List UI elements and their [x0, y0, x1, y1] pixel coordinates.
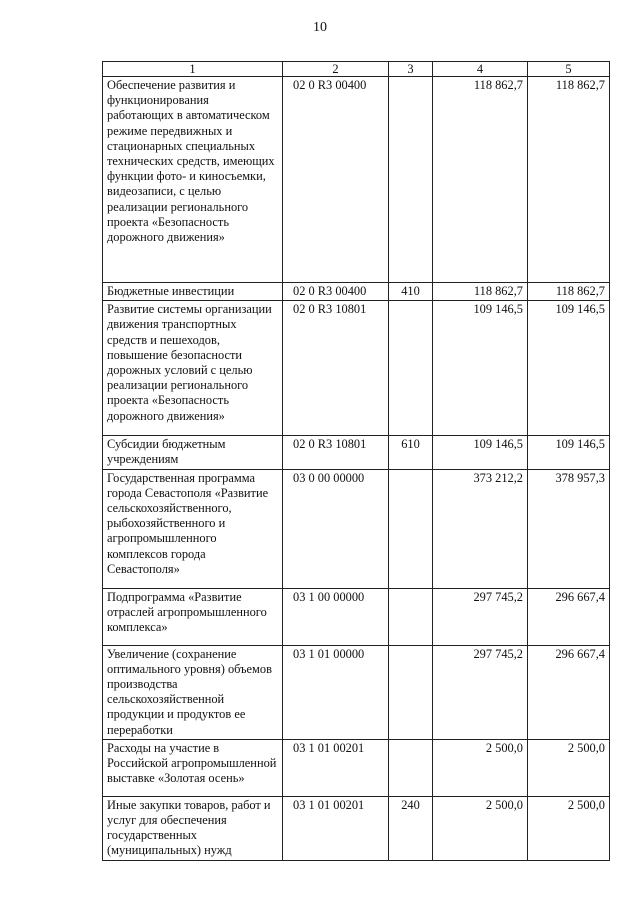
name-cell: Субсидии бюджетным учреждениям: [103, 436, 283, 469]
code-cell: 02 0 R3 00400: [283, 77, 389, 283]
column-header-1: 1: [103, 62, 283, 77]
amount-year1-cell: 109 146,5: [433, 436, 528, 469]
amount-year1-cell: 118 862,7: [433, 283, 528, 301]
name-cell: Обеспечение развития и функционирования работающих в автоматическом режиме передвижных и стационарных специальных технических средств, имеющих функции фото- и киносъемки, видеозаписи, с целью реализации регионального проекта «Безопасность дорожного движения»: [103, 77, 283, 283]
amount-year1-cell: 109 146,5: [433, 301, 528, 436]
column-header-3: 3: [389, 62, 433, 77]
name-cell: Увеличение (сохранение оптимального уровня) объемов производства сельскохозяйственной продукции и продуктов ее переработки: [103, 645, 283, 739]
amount-year1-cell: 373 212,2: [433, 469, 528, 588]
name-cell: Иные закупки товаров, работ и услуг для обеспечения государственных (муниципальных) нужд: [103, 796, 283, 860]
table-header-row: [103, 62, 610, 77]
amount-year1-cell: 118 862,7: [433, 77, 528, 283]
code-cell: 03 1 00 00000: [283, 588, 389, 645]
amount-year2-cell: 378 957,3: [528, 469, 610, 588]
amount-year2-cell: 2 500,0: [528, 739, 610, 796]
kvr-cell: [389, 645, 433, 739]
name-cell: Расходы на участие в Российской агропромышленной выставке «Золотая осень»: [103, 739, 283, 796]
kvr-cell: 240: [389, 796, 433, 860]
code-cell: 03 1 01 00000: [283, 645, 389, 739]
column-header-5: 5: [528, 62, 610, 77]
kvr-cell: [389, 739, 433, 796]
kvr-cell: 610: [389, 436, 433, 469]
kvr-cell: [389, 77, 433, 283]
amount-year1-cell: 297 745,2: [433, 588, 528, 645]
name-cell: Государственная программа города Севастополя «Развитие сельскохозяйственного, рыбохозяйственного и агропромышленного комплексов города Севастополя»: [103, 469, 283, 588]
table-row: [103, 283, 610, 301]
table-row: [103, 77, 610, 283]
amount-year2-cell: 296 667,4: [528, 588, 610, 645]
column-header-4: 4: [433, 62, 528, 77]
table-row: [103, 436, 610, 469]
page-number: 10: [313, 20, 327, 35]
table-row: [103, 739, 610, 796]
amount-year2-cell: 2 500,0: [528, 796, 610, 860]
amount-year2-cell: 109 146,5: [528, 301, 610, 436]
code-cell: 03 1 01 00201: [283, 796, 389, 860]
table-row: [103, 645, 610, 739]
amount-year2-cell: 118 862,7: [528, 283, 610, 301]
code-cell: 02 0 R3 10801: [283, 436, 389, 469]
name-cell: Развитие системы организации движения транспортных средств и пешеходов, повышение безопасности дорожных условий с целью реализации регионального проекта «Безопасность дорожного движения»: [103, 301, 283, 436]
name-cell: Подпрограмма «Развитие отраслей агропромышленного комплекса»: [103, 588, 283, 645]
table-row: [103, 588, 610, 645]
budget-table: [102, 61, 610, 861]
column-header-2: 2: [283, 62, 389, 77]
name-cell: Бюджетные инвестиции: [103, 283, 283, 301]
table-row: [103, 796, 610, 860]
code-cell: 02 0 R3 10801: [283, 301, 389, 436]
code-cell: 02 0 R3 00400: [283, 283, 389, 301]
code-cell: 03 1 01 00201: [283, 739, 389, 796]
amount-year1-cell: 297 745,2: [433, 645, 528, 739]
kvr-cell: 410: [389, 283, 433, 301]
amount-year2-cell: 296 667,4: [528, 645, 610, 739]
amount-year1-cell: 2 500,0: [433, 739, 528, 796]
amount-year2-cell: 109 146,5: [528, 436, 610, 469]
amount-year2-cell: 118 862,7: [528, 77, 610, 283]
kvr-cell: [389, 301, 433, 436]
kvr-cell: [389, 469, 433, 588]
code-cell: 03 0 00 00000: [283, 469, 389, 588]
amount-year1-cell: 2 500,0: [433, 796, 528, 860]
table-row: [103, 301, 610, 436]
kvr-cell: [389, 588, 433, 645]
table-row: [103, 469, 610, 588]
